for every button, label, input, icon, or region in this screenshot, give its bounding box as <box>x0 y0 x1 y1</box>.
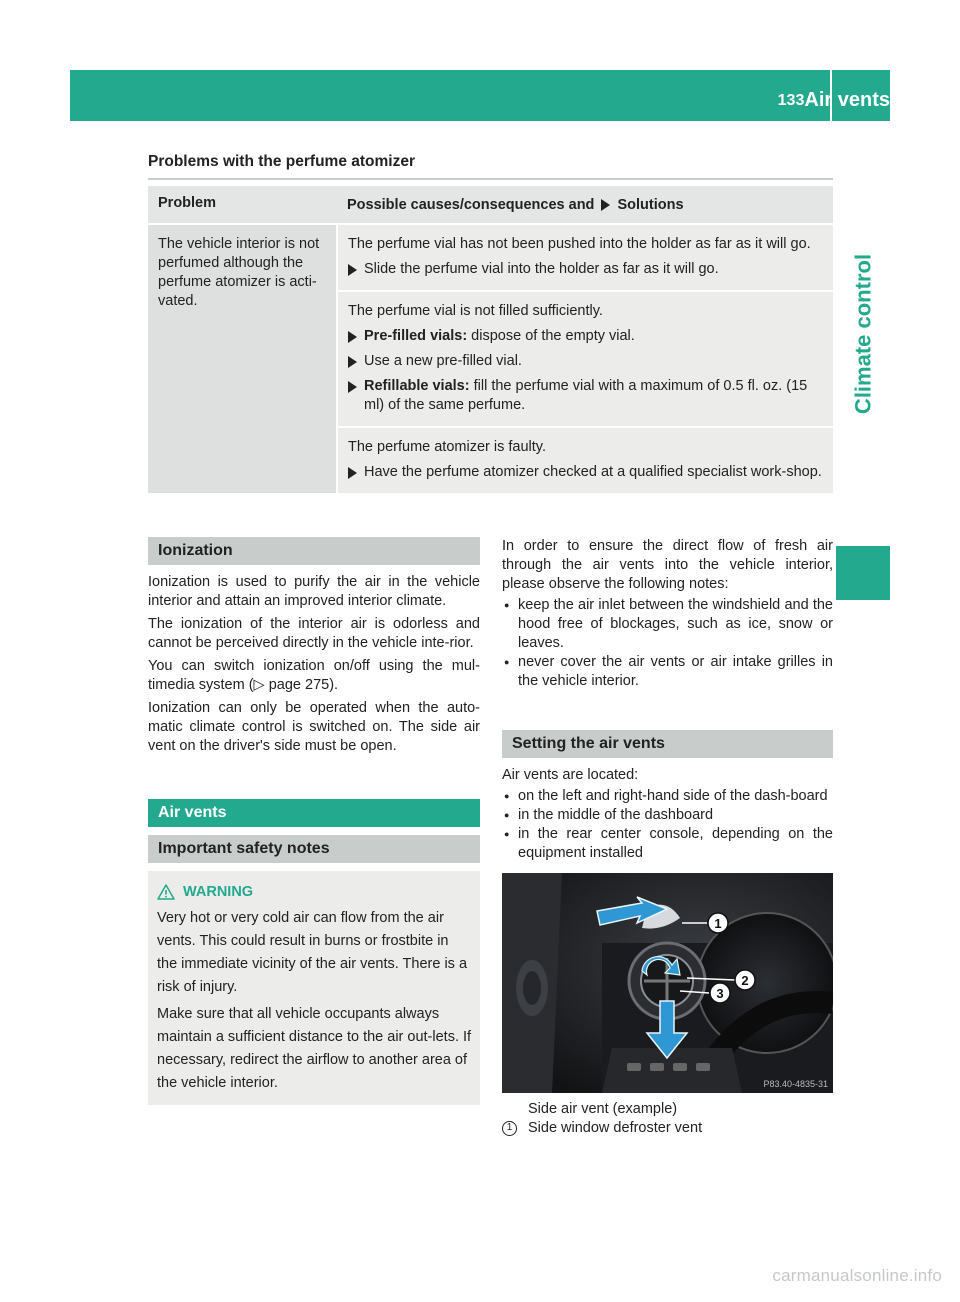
cause-text: The perfume atomizer is faulty. <box>348 439 546 455</box>
left-column <box>148 537 480 1105</box>
problems-table <box>148 186 833 493</box>
warning-box <box>148 871 480 1105</box>
solution-step <box>348 377 823 415</box>
problems-title: Problems with the perfume atomizer <box>148 153 415 170</box>
arrow-icon <box>601 199 610 211</box>
step-bold: Pre-filled vials: <box>364 328 468 344</box>
table-row <box>148 224 833 291</box>
ionization-p1: Ionization is used to purify the air in the vehicle interior and attain an improved interior climate. <box>148 574 480 609</box>
chapter-tab-label: Climate control <box>850 253 876 414</box>
title-rule <box>148 178 833 180</box>
ionization-heading: Ionization <box>148 537 480 565</box>
solution-step <box>348 352 823 371</box>
step-text: Have the perfume atomizer checked at a qualified specialist work-shop. <box>364 464 822 480</box>
warning-text-1: Very hot or very cold air can flow from the air vents. This could result in burns or frostbite in the immediate vicinity of the air vents. There is a risk of injury. <box>157 910 468 995</box>
step-text: fill the perfume vial with a maximum of 0.5 fl. oz. (15 ml) of the same perfume. <box>364 378 808 413</box>
header-solutions-prefix: Possible causes/consequences and <box>347 197 595 213</box>
arrow-icon <box>348 331 357 343</box>
step-text: Use a new pre-filled vial. <box>364 353 522 369</box>
chapter-marker <box>836 546 890 600</box>
setting-intro: Air vents are located: <box>502 767 639 783</box>
vent-illustration <box>502 873 833 1093</box>
header-solutions <box>337 186 833 224</box>
cause-text: The perfume vial has not been pushed into the holder as far as it will go. <box>348 236 811 252</box>
arrow-icon <box>348 467 357 479</box>
cause-text: The perfume vial is not filled sufficiently. <box>348 303 603 319</box>
problem-text: The vehicle interior is not perfumed although the perfume atomizer is acti-vated. <box>158 236 320 309</box>
svg-text:2: 2 <box>741 973 749 988</box>
problem-cell <box>148 224 337 493</box>
list-item: ● on the left and right-hand side of the dash-board <box>502 787 833 806</box>
table-header-row <box>148 186 833 224</box>
warning-triangle-icon <box>157 884 175 900</box>
solution-cell <box>337 224 833 291</box>
svg-text:1: 1 <box>714 916 722 931</box>
ionization-p3: You can switch ionization on/off using the mul-timedia system (▷ page 275). <box>148 658 480 693</box>
legend-item <box>502 1119 833 1138</box>
step-text: Slide the perfume vial into the holder as far as it will go. <box>364 261 719 277</box>
right-column <box>502 537 833 1138</box>
arrow-icon <box>348 264 357 276</box>
air-vents-heading: Air vents <box>148 799 480 827</box>
safety-notes-heading: Important safety notes <box>148 835 480 863</box>
header-problem: Problem <box>148 186 337 224</box>
legend-number: 1 <box>502 1121 517 1136</box>
ionization-p2: The ionization of the interior air is odorless and cannot be perceived directly in the vehicle inte-rior. <box>148 616 480 651</box>
image-code: P83.40-4835-31 <box>763 1079 828 1089</box>
step-bold: Refillable vials: <box>364 378 470 394</box>
header-solutions-suffix: Solutions <box>617 197 684 213</box>
ionization-p4: Ionization can only be operated when the auto-matic climate control is switched on. The side air vent on the driver's side must be open. <box>148 700 480 754</box>
step-text: dispose of the empty vial. <box>467 328 635 344</box>
solution-step <box>348 260 823 279</box>
image-caption: Side air vent (example) <box>528 1101 678 1117</box>
solution-step <box>348 463 823 482</box>
solution-step <box>348 327 823 346</box>
list-item: ● keep the air inlet between the windshield and the hood free of blockages, such as ice, snow or leaves. <box>502 596 833 653</box>
solution-cell <box>337 427 833 493</box>
legend-text: Side window defroster vent <box>528 1120 703 1136</box>
fresh-air-intro: In order to ensure the direct flow of fresh air through the air vents into the vehicle interior, please observe the following notes: <box>502 538 833 592</box>
list-item: ● never cover the air vents or air intake grilles in the vehicle interior. <box>502 653 833 691</box>
watermark-link[interactable]: carmanualsonline.info <box>772 1266 942 1285</box>
svg-text:3: 3 <box>716 986 724 1001</box>
arrow-icon <box>348 381 357 393</box>
warning-label: WARNING <box>183 884 254 900</box>
vent-locations-list <box>502 787 833 863</box>
list-item: ● in the rear center console, depending on the equipment installed <box>502 825 833 863</box>
page-number: 133 <box>777 92 805 109</box>
side-air-vent-photo <box>502 873 833 1093</box>
warning-header <box>157 881 472 903</box>
setting-vents-heading: Setting the air vents <box>502 730 833 758</box>
list-item: ● in the middle of the dashboard <box>502 806 833 825</box>
solution-cell <box>337 291 833 427</box>
arrow-icon <box>348 356 357 368</box>
chapter-tab <box>836 121 890 546</box>
page-title: Air vents <box>804 89 890 111</box>
fresh-air-list <box>502 596 833 691</box>
warning-text-2: Make sure that all vehicle occupants always maintain a sufficient distance to the air out-lets. If necessary, redirect the airflow to another area of the vehicle interior. <box>157 1006 472 1091</box>
